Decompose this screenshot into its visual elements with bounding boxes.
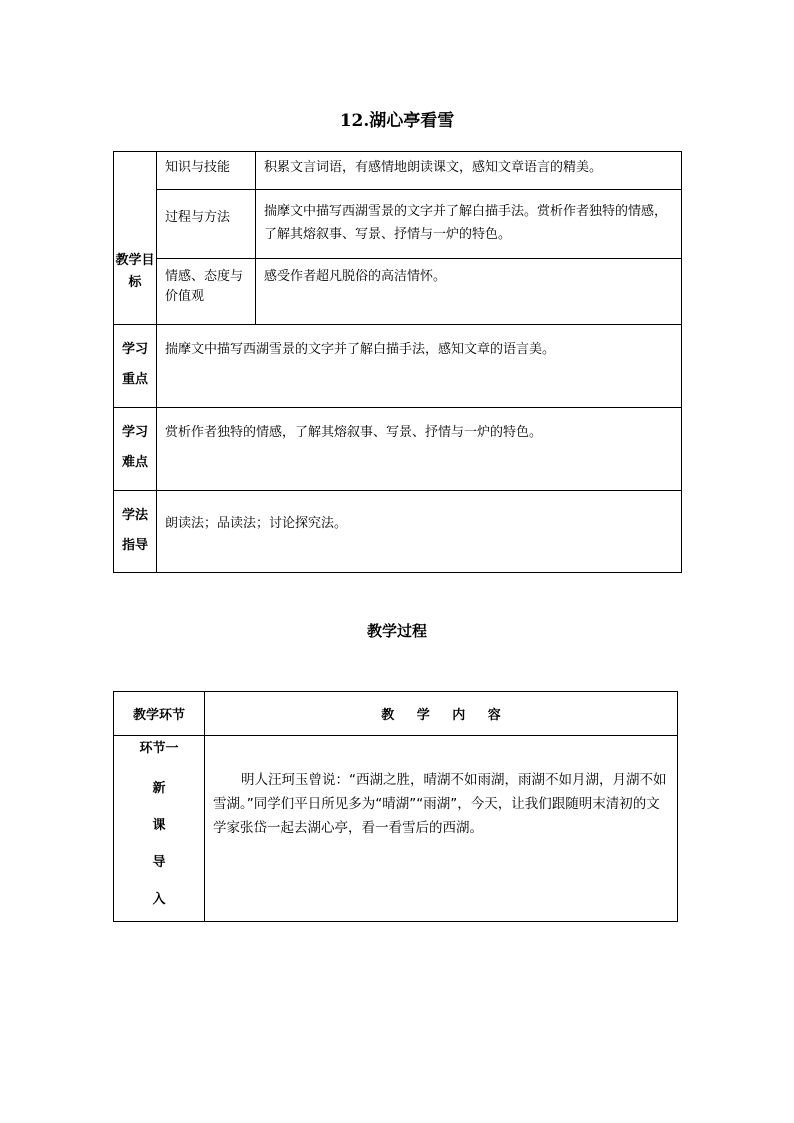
process-title: 教学过程: [366, 622, 427, 640]
step-char: 入: [152, 892, 166, 907]
objective-content: 揣摩文中描写西湖雪景的文字并了解白描手法。赏析作者独特的情感，了解其熔叙事、写景、抒情与一炉的特色。: [256, 190, 682, 259]
objective-content: 积累文言词语，有感情地朗读课文，感知文章语言的精美。: [256, 152, 682, 190]
section-content: 朗读法；品读法；讨论探究法。: [157, 491, 682, 573]
table-row: [114, 692, 678, 736]
section-header: 学法指导: [114, 491, 157, 573]
table-row: [114, 259, 682, 325]
section-content: 赏析作者独特的情感，了解其熔叙事、写景、抒情与一炉的特色。: [157, 408, 682, 491]
table-row: [114, 408, 682, 491]
objective-label: 情感、态度与价值观: [157, 259, 256, 325]
page-title: 12.湖心亭看雪: [339, 111, 455, 131]
objectives-header: 教学目标: [114, 152, 157, 325]
step-content: 明人汪珂玉曾说：“西湖之胜，晴湖不如雨湖，雨湖不如月湖，月湖不如雪湖。”同学们平日所见多为“晴湖”“雨湖”，今天，让我们跟随明末清初的文学家张岱一起去湖心亭，看一看雪后的西湖。: [205, 736, 678, 922]
step-char: 新: [152, 781, 166, 796]
objectives-table: [113, 151, 682, 573]
objective-label: 过程与方法: [157, 190, 256, 259]
table-row: [114, 190, 682, 259]
table-row: [114, 152, 682, 190]
objective-label: 知识与技能: [157, 152, 256, 190]
table-row: [114, 736, 678, 922]
section-header: 学习难点: [114, 408, 157, 491]
table-row: [114, 325, 682, 408]
step-char: 课: [152, 818, 166, 833]
table-row: [114, 491, 682, 573]
process-col-header: 教学环节: [114, 692, 205, 736]
objective-content: 感受作者超凡脱俗的高洁情怀。: [256, 259, 682, 325]
step-char: 导: [152, 855, 166, 870]
section-content: 揣摩文中描写西湖雪景的文字并了解白描手法，感知文章的语言美。: [157, 325, 682, 408]
process-col-header: 教 学 内 容: [205, 692, 678, 736]
step-cell: [114, 736, 205, 922]
step-name: 环节一: [139, 741, 179, 756]
section-header: 学习重点: [114, 325, 157, 408]
process-table: [113, 691, 678, 922]
